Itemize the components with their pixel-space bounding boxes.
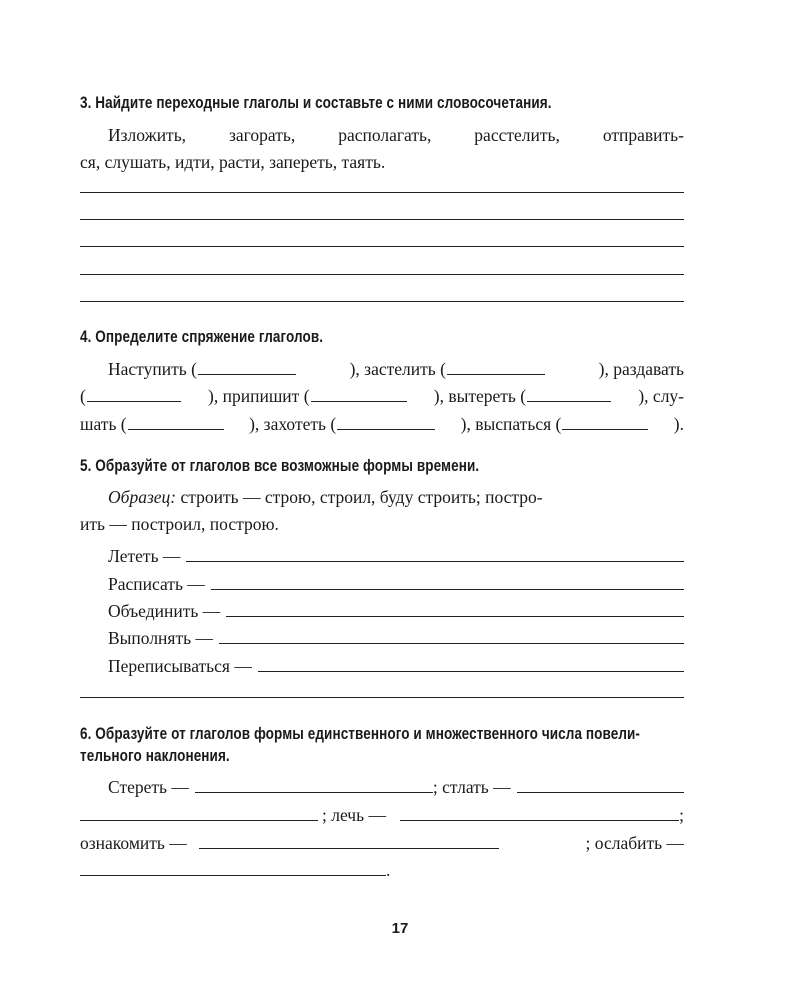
- exercise-5-item: [108, 655, 684, 677]
- verb-text: ), раздавать: [598, 359, 684, 379]
- item-label: Переписываться —: [108, 656, 252, 676]
- answer-line[interactable]: [219, 629, 684, 644]
- word: расстелить,: [474, 125, 560, 145]
- answer-blank[interactable]: [527, 387, 611, 402]
- page-number: 17: [391, 920, 409, 937]
- answer-blank[interactable]: [311, 387, 407, 402]
- verb-text: Стереть —: [108, 777, 189, 797]
- exercise-5-item: [108, 600, 684, 622]
- item-label: Объединить —: [108, 601, 221, 621]
- item-label: Расписать —: [108, 574, 205, 594]
- answer-line[interactable]: [517, 778, 684, 793]
- answer-blank[interactable]: [337, 415, 435, 430]
- exercise-6-row-3: [80, 832, 684, 854]
- exercise-4-title: 4. Определите спряжение глаголов.: [80, 328, 324, 346]
- answer-line[interactable]: [80, 246, 684, 247]
- exercise-6-row-1: [108, 776, 684, 798]
- verb-text: Наступить (: [108, 359, 197, 379]
- verb-text: ), захотеть (: [249, 414, 337, 434]
- word: отправить-: [602, 125, 684, 145]
- answer-blank[interactable]: [87, 387, 181, 402]
- exercise-3-text-line-1: [108, 124, 684, 146]
- answer-line[interactable]: [80, 806, 318, 821]
- verb-text: шать (: [80, 414, 127, 434]
- answer-line[interactable]: [226, 602, 684, 617]
- exercise-6-title: 6. Образуйте от глаголов формы единственного и множественного числа повели-: [80, 725, 640, 743]
- verb-text: ), слу-: [638, 386, 684, 406]
- answer-blank[interactable]: [198, 360, 296, 375]
- verb-text: ; лечь —: [322, 805, 386, 825]
- answer-line[interactable]: [199, 834, 499, 849]
- answer-line[interactable]: [211, 575, 684, 590]
- sample-label: Образец:: [108, 487, 177, 507]
- answer-line[interactable]: [258, 657, 684, 672]
- exercise-4-row-1: [108, 358, 684, 380]
- answer-blank[interactable]: [562, 415, 648, 430]
- exercise-6-row-2: [80, 804, 684, 826]
- verb-text: ).: [673, 414, 684, 434]
- exercise-6-title-line-2: тельного наклонения.: [80, 747, 230, 765]
- answer-blank[interactable]: [128, 415, 224, 430]
- word: загорать,: [229, 125, 296, 145]
- answer-line[interactable]: [80, 219, 684, 220]
- verb-text: ;: [679, 805, 684, 825]
- verb-text: ), выспаться (: [460, 414, 562, 434]
- exercise-3-title: 3. Найдите переходные глаголы и составьте с ними словосочетания.: [80, 94, 552, 112]
- exercise-5-sample-line-2: ить — построил, построю.: [80, 514, 279, 534]
- answer-line[interactable]: [400, 806, 679, 821]
- word: Изложить,: [108, 125, 187, 145]
- answer-line[interactable]: [80, 192, 684, 193]
- answer-line[interactable]: [195, 778, 433, 793]
- answer-blank[interactable]: [447, 360, 545, 375]
- answer-line[interactable]: [80, 274, 684, 275]
- word: располагать,: [338, 125, 432, 145]
- verb-text: ), застелить (: [349, 359, 446, 379]
- answer-line[interactable]: [186, 547, 684, 562]
- verb-text: (: [80, 386, 86, 406]
- exercise-6-row-4: [80, 859, 684, 881]
- verb-text: ), вытереть (: [433, 386, 527, 406]
- exercise-5-item: [108, 627, 684, 649]
- exercise-5-item: [108, 573, 684, 595]
- answer-line[interactable]: [80, 697, 684, 698]
- verb-text: ; ослабить —: [585, 833, 684, 853]
- exercise-3-text-line-2: ся, слушать, идти, расти, запереть, таять.: [80, 152, 386, 172]
- verb-text: ), припишит (: [208, 386, 310, 406]
- exercise-5-item: [108, 545, 684, 567]
- verb-text: ; стлать —: [432, 777, 511, 797]
- item-label: Выполнять —: [108, 628, 213, 648]
- exercise-5-sample: [108, 486, 684, 508]
- sample-text: строить — строю, строил, буду строить; постро-: [180, 487, 543, 507]
- period: .: [386, 860, 391, 880]
- answer-line[interactable]: [80, 861, 386, 876]
- exercise-5-title: 5. Образуйте от глаголов все возможные формы времени.: [80, 457, 480, 475]
- item-label: Лететь —: [108, 546, 181, 566]
- answer-line[interactable]: [80, 301, 684, 302]
- exercise-4-row-3: [80, 413, 684, 435]
- exercise-4-row-2: [80, 385, 684, 407]
- verb-text: ознакомить —: [80, 833, 187, 853]
